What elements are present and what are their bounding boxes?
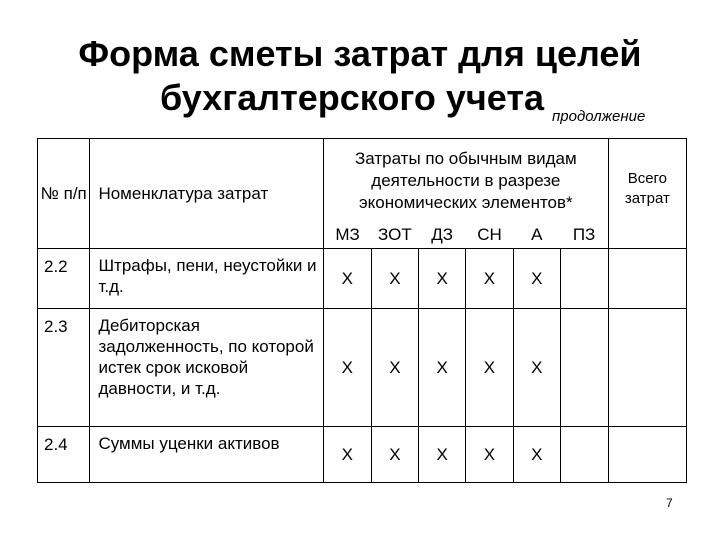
row-num: 2.2: [38, 249, 90, 309]
cell-a: X: [513, 249, 560, 309]
header-costs: Затраты по обычным видам деятельности в разрезе экономических элементов*: [323, 139, 608, 223]
row-name: Суммы уценки активов: [90, 427, 323, 483]
table-row: [38, 249, 687, 309]
slide-title: [0, 32, 720, 120]
title-line-1: Форма сметы затрат для целей: [78, 33, 642, 74]
cell-pz: [560, 249, 608, 309]
cell-mz: X: [323, 249, 371, 309]
cell-mz: X: [323, 309, 371, 427]
header-element-pz: ПЗ: [560, 223, 608, 249]
header-element-mz: МЗ: [323, 223, 371, 249]
row-num: 2.3: [38, 309, 90, 427]
header-element-a: А: [513, 223, 560, 249]
cell-a: X: [513, 427, 560, 483]
cell-zot: X: [371, 427, 418, 483]
header-row-1: [38, 139, 687, 223]
cell-total: [608, 309, 686, 427]
title-line-2: бухгалтерского учета: [160, 77, 544, 118]
cell-dz: X: [419, 427, 466, 483]
header-total: Всего затрат: [608, 139, 686, 249]
cell-pz: [560, 309, 608, 427]
cell-total: [608, 249, 686, 309]
header-element-dz: ДЗ: [419, 223, 466, 249]
cell-dz: X: [419, 309, 466, 427]
cell-zot: X: [371, 249, 418, 309]
cell-sn: X: [466, 309, 513, 427]
cell-sn: X: [466, 249, 513, 309]
subtitle-continuation: продолжение: [552, 108, 646, 125]
cell-sn: X: [466, 427, 513, 483]
cell-a: X: [513, 309, 560, 427]
header-name: Номенклатура затрат: [90, 139, 323, 249]
cell-zot: X: [371, 309, 418, 427]
cell-pz: [560, 427, 608, 483]
cell-mz: X: [323, 427, 371, 483]
header-element-zot: ЗОТ: [371, 223, 418, 249]
row-num: 2.4: [38, 427, 90, 483]
table-row: [38, 309, 687, 427]
row-name: Штрафы, пени, неустойки и т.д.: [90, 249, 323, 309]
row-name: Дебиторская задолженность, по которой истек срок исковой давности, и т.д.: [90, 309, 323, 427]
cell-total: [608, 427, 686, 483]
cost-estimate-table: [37, 138, 687, 483]
table-row: [38, 427, 687, 483]
header-element-sn: СН: [466, 223, 513, 249]
header-num: № п/п: [38, 139, 90, 249]
cell-dz: X: [419, 249, 466, 309]
page-number: 7: [666, 496, 673, 510]
